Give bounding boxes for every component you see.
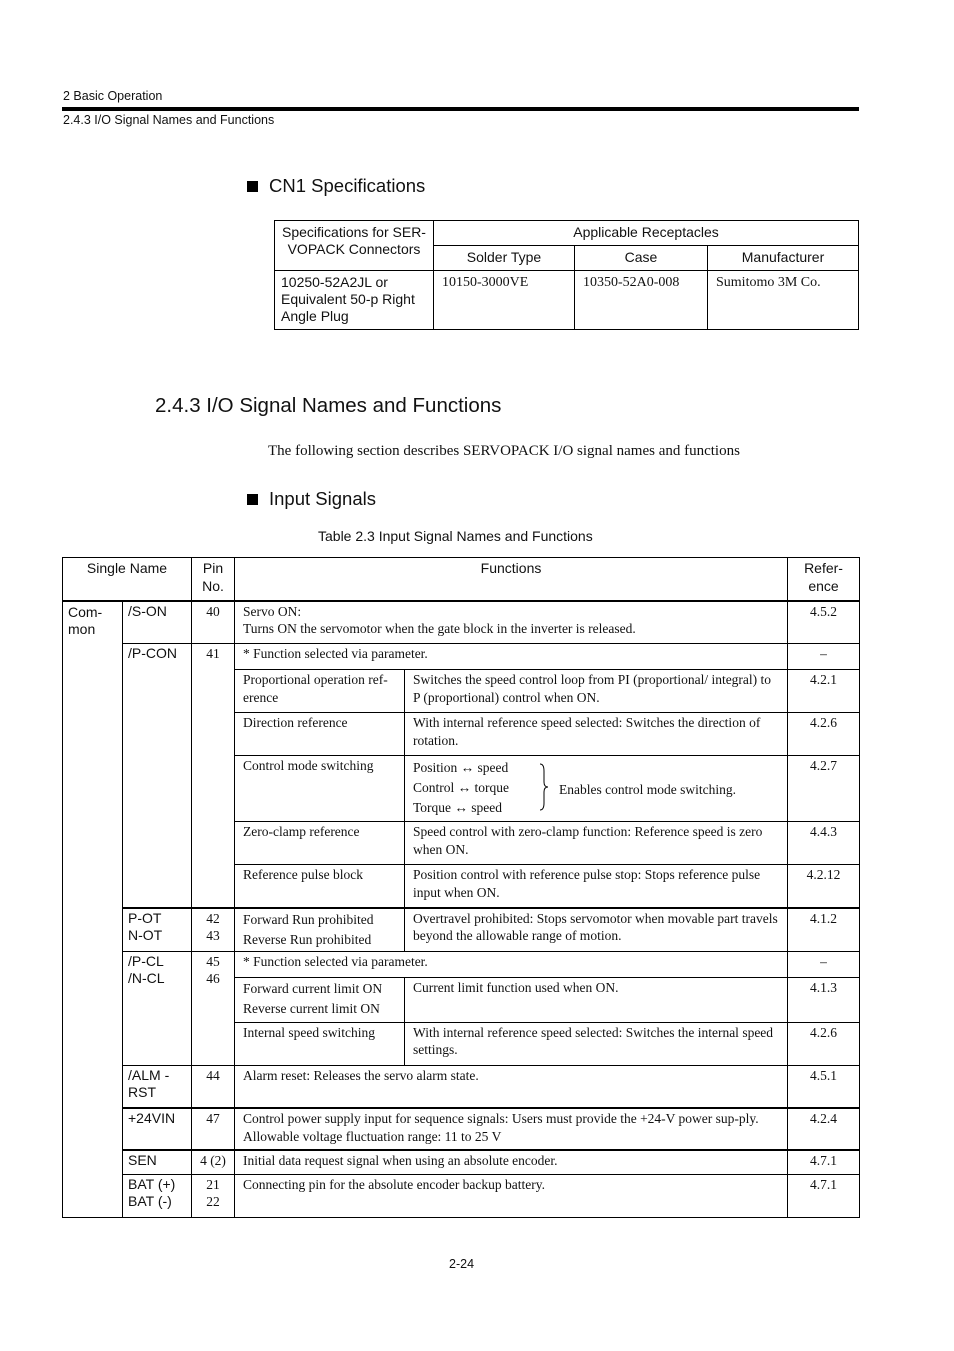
signal-name-bat: BAT (+) BAT (-) [123, 1174, 192, 1217]
alm-rst-ref: 4.5.1 [788, 1065, 860, 1108]
p-con-label-zero-clamp: Zero-clamp reference [235, 822, 405, 865]
signal-function-s-on: Servo ON: Turns ON the servomotor when the gate block in the inverter is released. [235, 601, 788, 644]
mode-control-torque: Control ↔ torque [413, 780, 509, 795]
section-header: 2.4.3 I/O Signal Names and Functions [63, 113, 275, 127]
p-con-desc-mode [405, 756, 788, 822]
p-con-ref-prop: 4.2.1 [788, 670, 860, 713]
signal-name-alm-rst: /ALM - RST [123, 1065, 192, 1108]
cn1-manufacturer-value: Sumitomo 3M Co. [708, 271, 859, 330]
p-con-desc-zero-clamp: Speed control with zero-clamp function: Reference speed is zero when ON. [405, 822, 788, 865]
alm-rst-function: Alarm reset: Releases the servo alarm state. [235, 1065, 788, 1108]
page-number: 2-24 [449, 1257, 475, 1271]
24vin-function: Control power supply input for sequence signals: Users must provide the +24-V power sup-ply. Allowable voltage fluctuation range: 11 to 25 V [235, 1108, 788, 1150]
table-caption: Table 2.3 Input Signal Names and Functions [318, 528, 593, 544]
signal-ref-s-on: 4.5.2 [788, 601, 860, 644]
section-title: 2.4.3 I/O Signal Names and Functions [155, 394, 502, 417]
col-header-reference: Refer-ence [788, 558, 860, 601]
cn1-group-header: Applicable Receptacles [434, 221, 859, 246]
mode-torque-speed: Torque ↔ speed [413, 800, 503, 815]
sen-ref: 4.7.1 [788, 1150, 860, 1174]
p-con-ref-pulse-block: 4.2.12 [788, 865, 860, 908]
signal-pin-s-on: 40 [192, 601, 235, 644]
p-cl-desc-current: Current limit function used when ON. [405, 977, 788, 1022]
col-header-functions: Functions [235, 558, 788, 601]
p-con-desc-prop: Switches the speed control loop from PI (proportional/ integral) to P (proportional) control when ON. [405, 670, 788, 713]
p-con-desc-direction: With internal reference speed selected: Switches the direction of rotation. [405, 713, 788, 756]
24vin-ref: 4.2.4 [788, 1108, 860, 1150]
signal-name-s-on: /S-ON [123, 601, 192, 644]
p-con-desc-pulse-block: Position control with reference pulse stop: Stops reference pulse input when ON. [405, 865, 788, 908]
p-cl-label-speed: Internal speed switching [235, 1022, 405, 1065]
curly-brace-icon [539, 763, 549, 811]
signal-pin-alm-rst: 44 [192, 1065, 235, 1108]
signal-pin-bat: 21 22 [192, 1174, 235, 1217]
cn1-col-solder: Solder Type [434, 246, 575, 271]
cn1-solder-value: 10150-3000VE [434, 271, 575, 330]
cn1-spec-table [274, 220, 859, 330]
p-con-ref-direction: 4.2.6 [788, 713, 860, 756]
cn1-heading-text: CN1 Specifications [269, 175, 426, 196]
mode-note: Enables control mode switching. [559, 782, 736, 797]
cn1-heading [247, 175, 425, 197]
p-con-label-prop: Proportional operation ref-erence [235, 670, 405, 713]
p-con-ref-mode: 4.2.7 [788, 756, 860, 822]
signal-pin-p-cl: 45 46 [192, 951, 235, 1065]
sen-function: Initial data request signal when using an absolute encoder. [235, 1150, 788, 1174]
cn1-spec-value: 10250-52A2JL or Equivalent 50-p Right Angle Plug [275, 271, 434, 330]
square-bullet-icon [247, 494, 258, 505]
p-con-note-ref: – [788, 644, 860, 670]
p-con-label-pulse-block: Reference pulse block [235, 865, 405, 908]
signal-pin-24vin: 47 [192, 1108, 235, 1150]
signal-pin-p-ot: 42 43 [192, 908, 235, 952]
p-cl-ref-speed: 4.2.6 [788, 1022, 860, 1065]
chapter-header: 2 Basic Operation [63, 89, 163, 103]
p-cl-label-current: Forward current limit ON Reverse current limit ON [235, 977, 405, 1022]
p-con-ref-zero-clamp: 4.4.3 [788, 822, 860, 865]
col-header-pin: Pin No. [192, 558, 235, 601]
cn1-spec-header: Specifications for SER-VOPACK Connectors [275, 221, 434, 271]
signal-name-sen: SEN [123, 1150, 192, 1174]
cn1-col-manufacturer: Manufacturer [708, 246, 859, 271]
p-con-label-mode: Control mode switching [235, 756, 405, 822]
signal-name-24vin: +24VIN [123, 1108, 192, 1150]
input-heading-text: Input Signals [269, 488, 376, 509]
signal-name-p-con: /P-CON [123, 644, 192, 908]
col-header-name: Single Name [63, 558, 192, 601]
signal-name-p-ot: P-OT N-OT [123, 908, 192, 952]
square-bullet-icon [247, 181, 258, 192]
p-cl-note: * Function selected via parameter. [235, 951, 788, 977]
p-cl-note-ref: – [788, 951, 860, 977]
p-con-label-direction: Direction reference [235, 713, 405, 756]
bat-function: Connecting pin for the absolute encoder backup battery. [235, 1174, 788, 1217]
input-heading [247, 488, 376, 510]
cn1-col-case: Case [575, 246, 708, 271]
signal-pin-p-con: 41 [192, 644, 235, 908]
signal-name-p-cl: /P-CL /N-CL [123, 951, 192, 1065]
p-ot-label: Forward Run prohibited Reverse Run prohibited [235, 908, 405, 952]
p-cl-ref-current: 4.1.3 [788, 977, 860, 1022]
mode-position-speed: Position ↔ speed [413, 760, 509, 775]
p-ot-ref: 4.1.2 [788, 908, 860, 952]
cn1-case-value: 10350-52A0-008 [575, 271, 708, 330]
p-cl-desc-speed: With internal reference speed selected: Switches the internal speed settings. [405, 1022, 788, 1065]
signal-pin-sen: 4 (2) [192, 1150, 235, 1174]
input-signal-table [62, 557, 860, 1218]
p-ot-desc: Overtravel prohibited: Stops servomotor when movable part travels beyond the allowable range of motion. [405, 908, 788, 952]
section-intro: The following section describes SERVOPACK I/O signal names and functions [268, 443, 740, 459]
p-con-note: * Function selected via parameter. [235, 644, 788, 670]
bat-ref: 4.7.1 [788, 1174, 860, 1217]
group-common: Com-mon [63, 601, 123, 1218]
header-rule [62, 107, 859, 111]
